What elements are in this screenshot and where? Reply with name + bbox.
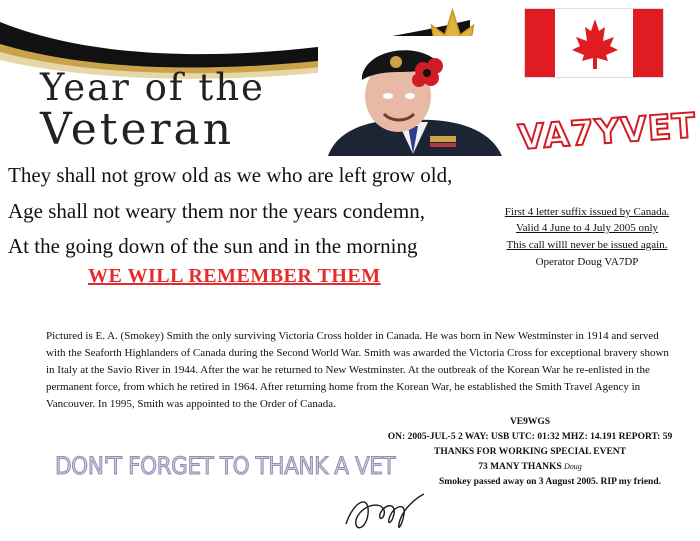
qso-memorial: Smokey passed away on 3 August 2005. RIP my friend. (439, 477, 661, 487)
title-line-1: Year of the (40, 66, 265, 109)
qso-details: ON: 2005-JUL-5 2 WAY: USB UTC: 01:32 MHZ: 14.191 REPORT: 59 (387, 432, 673, 442)
biography-paragraph: Pictured is E. A. (Smokey) Smith the only surviving Victoria Cross holder in Canada. He was born in New Westminster in 1914 and served with the Seaforth Highlanders of Canada during the Second World War. Smith was awarded the Victoria Cross for exceptional bravery shown in Italy at the Savio River in 1944. After the war he returned to New Westminster. At the outbreak of the Korean War he re-enlisted in the permanent force, from which he retired in 1964. After returning home from the Korean War, he established the Smith Travel Agency in Vancouver. In 1995, Smith was appointed to the Order of Canada. (46, 330, 669, 410)
canada-flag-icon (524, 8, 664, 78)
poem-line-3: At the going down of the sun and in the morning (8, 234, 418, 258)
qso-many-thanks (360, 462, 700, 472)
many-thanks-signature: Doug (564, 462, 582, 471)
info-operator: Operator Doug VA7DP (535, 256, 639, 268)
title-line-2: Veteran (40, 104, 235, 155)
veteran-photo (318, 36, 508, 156)
qso-thanks: THANKS FOR WORKING SPECIAL EVENT (434, 447, 626, 457)
remember-heading: WE WILL REMEMBER THEM (88, 265, 381, 287)
signature-icon (340, 480, 430, 536)
dont-forget-slogan: DON'T FORGET TO THANK A VET (55, 452, 396, 480)
poem-line-2: Age shall not weary them nor the years condemn, (8, 199, 425, 223)
info-never-issued: This call willl never be issued again. (506, 239, 668, 251)
qso-station: VE9WGS (509, 417, 551, 427)
many-thanks-text: 73 MANY THANKS (478, 462, 562, 472)
poem-line-1: They shall not grow old as we who are left grow old, (8, 163, 453, 187)
info-valid-dates: Valid 4 June to 4 July 2005 only (515, 222, 659, 234)
callsign-heading: VA7YVET (516, 105, 698, 159)
info-suffix: First 4 letter suffix issued by Canada. (504, 206, 670, 218)
